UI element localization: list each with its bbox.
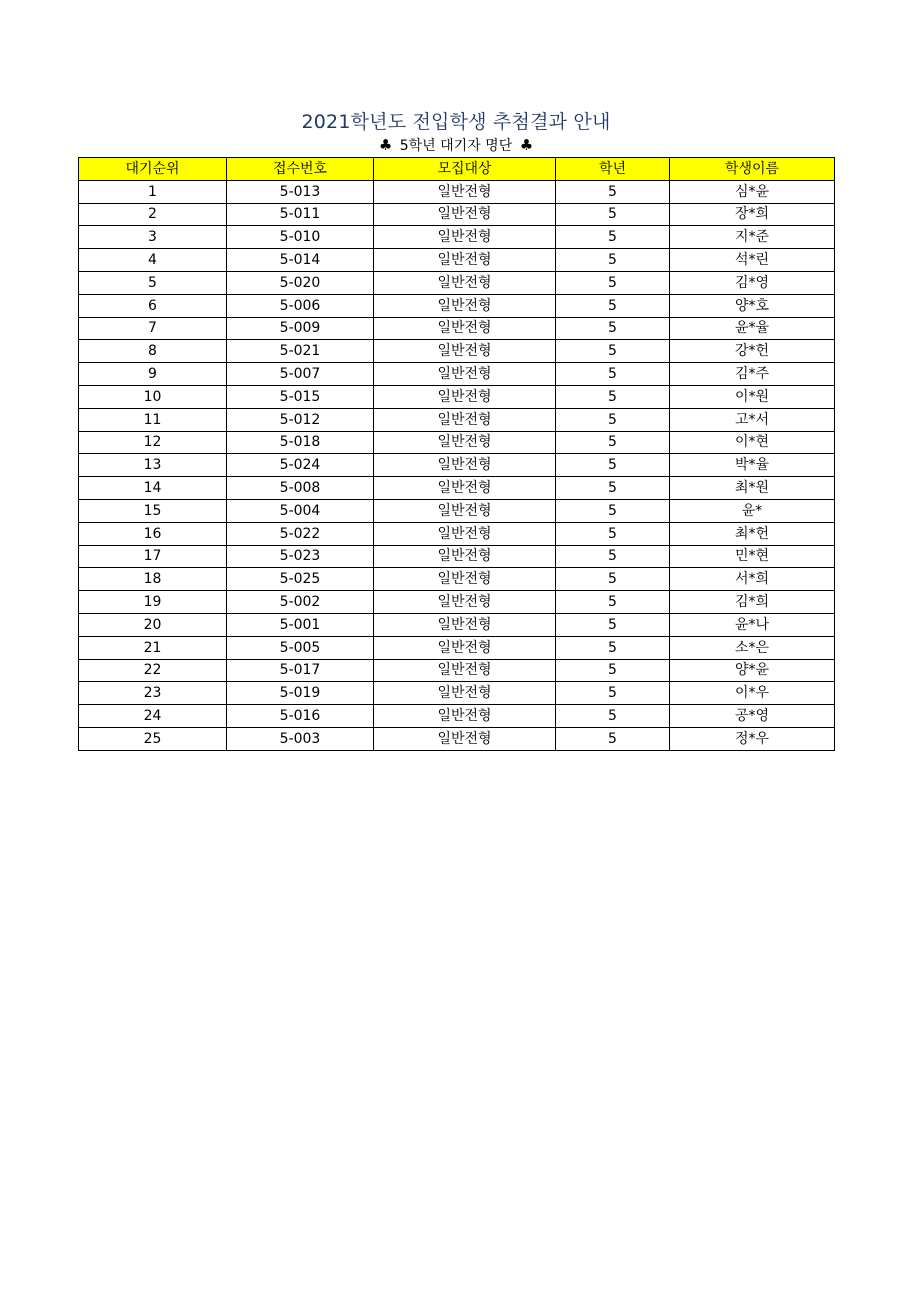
- cell-wait-rank: 3: [79, 226, 227, 249]
- cell-recruitment-type: 일반전형: [374, 249, 556, 272]
- cell-grade: 5: [556, 454, 670, 477]
- table-row: [79, 408, 835, 431]
- header-student-name: 학생이름: [670, 158, 835, 181]
- table-row: [79, 271, 835, 294]
- table-row: [79, 705, 835, 728]
- cell-grade: 5: [556, 613, 670, 636]
- cell-grade: 5: [556, 340, 670, 363]
- cell-recruitment-type: 일반전형: [374, 294, 556, 317]
- table-row: [79, 454, 835, 477]
- cell-receipt-number: 5-001: [227, 613, 374, 636]
- cell-receipt-number: 5-023: [227, 545, 374, 568]
- cell-grade: 5: [556, 659, 670, 682]
- cell-receipt-number: 5-017: [227, 659, 374, 682]
- table-row: [79, 431, 835, 454]
- cell-grade: 5: [556, 568, 670, 591]
- cell-grade: 5: [556, 705, 670, 728]
- cell-student-name: 고*서: [670, 408, 835, 431]
- cell-receipt-number: 5-012: [227, 408, 374, 431]
- cell-grade: 5: [556, 385, 670, 408]
- cell-wait-rank: 11: [79, 408, 227, 431]
- cell-recruitment-type: 일반전형: [374, 613, 556, 636]
- cell-student-name: 최*원: [670, 477, 835, 500]
- table-row: [79, 226, 835, 249]
- cell-recruitment-type: 일반전형: [374, 340, 556, 363]
- cell-recruitment-type: 일반전형: [374, 385, 556, 408]
- subtitle-text: 5학년 대기자 명단: [399, 138, 513, 154]
- table-row: [79, 522, 835, 545]
- cell-receipt-number: 5-020: [227, 271, 374, 294]
- table-row: [79, 385, 835, 408]
- cell-wait-rank: 23: [79, 682, 227, 705]
- cell-student-name: 민*현: [670, 545, 835, 568]
- cell-recruitment-type: 일반전형: [374, 271, 556, 294]
- table-header-row: [79, 158, 835, 181]
- cell-wait-rank: 9: [79, 363, 227, 386]
- cell-wait-rank: 21: [79, 636, 227, 659]
- cell-recruitment-type: 일반전형: [374, 659, 556, 682]
- cell-student-name: 윤*: [670, 499, 835, 522]
- table-row: [79, 727, 835, 750]
- cell-recruitment-type: 일반전형: [374, 317, 556, 340]
- cell-receipt-number: 5-007: [227, 363, 374, 386]
- cell-student-name: 김*희: [670, 591, 835, 614]
- cell-recruitment-type: 일반전형: [374, 203, 556, 226]
- cell-wait-rank: 8: [79, 340, 227, 363]
- cell-student-name: 소*은: [670, 636, 835, 659]
- cell-recruitment-type: 일반전형: [374, 226, 556, 249]
- header-wait-rank: 대기순위: [79, 158, 227, 181]
- cell-grade: 5: [556, 408, 670, 431]
- cell-student-name: 지*준: [670, 226, 835, 249]
- cell-wait-rank: 12: [79, 431, 227, 454]
- cell-student-name: 박*율: [670, 454, 835, 477]
- table-row: [79, 180, 835, 203]
- cell-recruitment-type: 일반전형: [374, 363, 556, 386]
- cell-grade: 5: [556, 294, 670, 317]
- table-row: [79, 659, 835, 682]
- cell-receipt-number: 5-009: [227, 317, 374, 340]
- header-grade: 학년: [556, 158, 670, 181]
- cell-receipt-number: 5-013: [227, 180, 374, 203]
- cell-receipt-number: 5-018: [227, 431, 374, 454]
- cell-wait-rank: 20: [79, 613, 227, 636]
- cell-receipt-number: 5-010: [227, 226, 374, 249]
- cell-wait-rank: 6: [79, 294, 227, 317]
- cell-receipt-number: 5-005: [227, 636, 374, 659]
- table-row: [79, 499, 835, 522]
- cell-recruitment-type: 일반전형: [374, 180, 556, 203]
- cell-receipt-number: 5-002: [227, 591, 374, 614]
- cell-recruitment-type: 일반전형: [374, 431, 556, 454]
- table-row: [79, 317, 835, 340]
- cell-student-name: 공*영: [670, 705, 835, 728]
- cell-wait-rank: 1: [79, 180, 227, 203]
- cell-receipt-number: 5-004: [227, 499, 374, 522]
- table-row: [79, 545, 835, 568]
- cell-wait-rank: 14: [79, 477, 227, 500]
- cell-wait-rank: 13: [79, 454, 227, 477]
- table-body: [79, 180, 835, 750]
- cell-student-name: 심*윤: [670, 180, 835, 203]
- cell-receipt-number: 5-014: [227, 249, 374, 272]
- cell-grade: 5: [556, 203, 670, 226]
- cell-recruitment-type: 일반전형: [374, 682, 556, 705]
- cell-receipt-number: 5-016: [227, 705, 374, 728]
- cell-recruitment-type: 일반전형: [374, 727, 556, 750]
- cell-grade: 5: [556, 522, 670, 545]
- cell-receipt-number: 5-011: [227, 203, 374, 226]
- cell-receipt-number: 5-024: [227, 454, 374, 477]
- cell-grade: 5: [556, 499, 670, 522]
- cell-recruitment-type: 일반전형: [374, 705, 556, 728]
- cell-wait-rank: 5: [79, 271, 227, 294]
- cell-student-name: 김*주: [670, 363, 835, 386]
- cell-wait-rank: 15: [79, 499, 227, 522]
- page-title: 2021학년도 전입학생 추첨결과 안내: [301, 111, 611, 133]
- cell-student-name: 이*우: [670, 682, 835, 705]
- cell-wait-rank: 24: [79, 705, 227, 728]
- cell-wait-rank: 10: [79, 385, 227, 408]
- cell-recruitment-type: 일반전형: [374, 591, 556, 614]
- table-row: [79, 682, 835, 705]
- cell-student-name: 이*원: [670, 385, 835, 408]
- cell-recruitment-type: 일반전형: [374, 408, 556, 431]
- cell-student-name: 양*호: [670, 294, 835, 317]
- table-row: [79, 591, 835, 614]
- cell-student-name: 윤*나: [670, 613, 835, 636]
- cell-wait-rank: 4: [79, 249, 227, 272]
- cell-student-name: 정*우: [670, 727, 835, 750]
- cell-student-name: 윤*율: [670, 317, 835, 340]
- cell-student-name: 김*영: [670, 271, 835, 294]
- cell-grade: 5: [556, 727, 670, 750]
- cell-receipt-number: 5-019: [227, 682, 374, 705]
- cell-student-name: 장*희: [670, 203, 835, 226]
- cell-grade: 5: [556, 271, 670, 294]
- cell-wait-rank: 16: [79, 522, 227, 545]
- table-row: [79, 568, 835, 591]
- cell-grade: 5: [556, 682, 670, 705]
- header-recruitment-type: 모집대상: [374, 158, 556, 181]
- cell-grade: 5: [556, 226, 670, 249]
- cell-student-name: 이*현: [670, 431, 835, 454]
- cell-recruitment-type: 일반전형: [374, 499, 556, 522]
- cell-wait-rank: 18: [79, 568, 227, 591]
- cell-receipt-number: 5-015: [227, 385, 374, 408]
- cell-grade: 5: [556, 591, 670, 614]
- cell-wait-rank: 2: [79, 203, 227, 226]
- table-row: [79, 249, 835, 272]
- cell-receipt-number: 5-025: [227, 568, 374, 591]
- cell-grade: 5: [556, 249, 670, 272]
- cell-student-name: 강*헌: [670, 340, 835, 363]
- cell-student-name: 석*린: [670, 249, 835, 272]
- cell-receipt-number: 5-022: [227, 522, 374, 545]
- header-receipt-number: 접수번호: [227, 158, 374, 181]
- table-row: [79, 340, 835, 363]
- cell-grade: 5: [556, 317, 670, 340]
- subtitle: [0, 135, 912, 155]
- cell-grade: 5: [556, 363, 670, 386]
- cell-recruitment-type: 일반전형: [374, 522, 556, 545]
- table-row: [79, 294, 835, 317]
- table-row: [79, 477, 835, 500]
- club-symbol-icon: ♣: [519, 136, 534, 154]
- table-row: [79, 203, 835, 226]
- cell-student-name: 양*윤: [670, 659, 835, 682]
- cell-wait-rank: 7: [79, 317, 227, 340]
- cell-recruitment-type: 일반전형: [374, 477, 556, 500]
- cell-receipt-number: 5-021: [227, 340, 374, 363]
- waitlist-table: [78, 157, 835, 751]
- table-row: [79, 613, 835, 636]
- cell-recruitment-type: 일반전형: [374, 454, 556, 477]
- cell-wait-rank: 17: [79, 545, 227, 568]
- cell-receipt-number: 5-008: [227, 477, 374, 500]
- cell-grade: 5: [556, 431, 670, 454]
- cell-grade: 5: [556, 545, 670, 568]
- cell-grade: 5: [556, 636, 670, 659]
- cell-wait-rank: 19: [79, 591, 227, 614]
- table-row: [79, 363, 835, 386]
- cell-wait-rank: 22: [79, 659, 227, 682]
- club-symbol-icon: ♣: [378, 136, 393, 154]
- table-row: [79, 636, 835, 659]
- cell-receipt-number: 5-003: [227, 727, 374, 750]
- cell-grade: 5: [556, 180, 670, 203]
- cell-student-name: 최*헌: [670, 522, 835, 545]
- cell-receipt-number: 5-006: [227, 294, 374, 317]
- cell-recruitment-type: 일반전형: [374, 568, 556, 591]
- cell-recruitment-type: 일반전형: [374, 545, 556, 568]
- cell-wait-rank: 25: [79, 727, 227, 750]
- cell-recruitment-type: 일반전형: [374, 636, 556, 659]
- cell-student-name: 서*희: [670, 568, 835, 591]
- cell-grade: 5: [556, 477, 670, 500]
